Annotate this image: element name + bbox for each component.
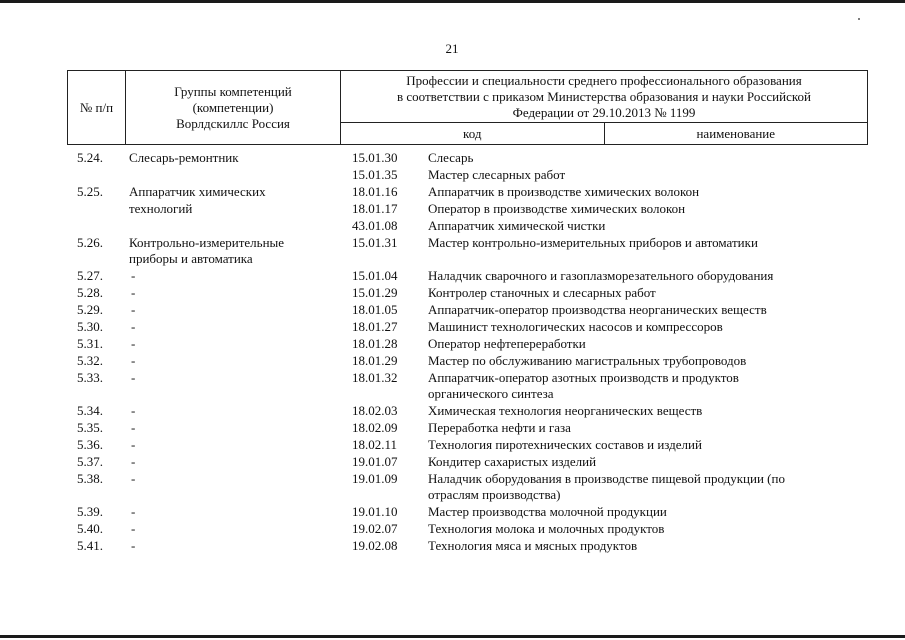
row-name-line: Мастер по обслуживанию магистральных трубопроводов <box>428 353 747 368</box>
row-name <box>428 353 853 369</box>
row-group-line: - <box>131 319 136 334</box>
table-row <box>0 150 905 167</box>
row-code: 19.01.10 <box>352 504 398 519</box>
row-group <box>129 201 334 217</box>
row-name <box>428 336 853 352</box>
row-group-line: Контрольно-измерительные <box>129 235 285 250</box>
row-name-line: Аппаратчик-оператор азотных производств и продуктов <box>428 370 739 385</box>
table-row <box>0 336 905 353</box>
row-group-line: - <box>131 268 136 283</box>
row-group <box>131 420 135 436</box>
row-name-line: Мастер производства молочной продукции <box>428 504 667 519</box>
row-code: 18.01.32 <box>352 370 398 385</box>
row-code: 43.01.08 <box>352 218 398 233</box>
row-name <box>428 184 853 200</box>
row-group <box>131 302 135 318</box>
row-number: 5.25. <box>77 184 103 199</box>
row-name <box>428 420 853 436</box>
row-name-line: Аппаратчик-оператор производства неорганических веществ <box>428 302 767 317</box>
row-group-line: - <box>131 471 136 486</box>
row-number: 5.32. <box>77 353 103 368</box>
row-name <box>428 150 853 166</box>
row-group-line: - <box>131 504 136 519</box>
row-name-line: органического синтеза <box>428 386 554 401</box>
header-professions <box>341 71 868 123</box>
row-group <box>131 471 135 487</box>
row-group-line: - <box>131 521 136 536</box>
row-code: 15.01.29 <box>352 285 398 300</box>
row-group <box>131 268 135 284</box>
row-number: 5.26. <box>77 235 103 250</box>
row-name-line: Оператор в производстве химических волокон <box>428 201 686 216</box>
row-name <box>428 285 853 301</box>
row-group <box>131 353 135 369</box>
row-group <box>131 319 135 335</box>
table-row <box>0 370 905 403</box>
row-name <box>428 521 853 537</box>
row-number: 5.35. <box>77 420 103 435</box>
table-row <box>0 437 905 454</box>
row-number: 5.27. <box>77 268 103 283</box>
row-code: 18.01.05 <box>352 302 398 317</box>
row-name <box>428 437 853 453</box>
row-group-line: - <box>131 285 136 300</box>
row-code: 19.02.07 <box>352 521 398 536</box>
row-number: 5.39. <box>77 504 103 519</box>
row-name <box>428 218 853 234</box>
table-row <box>0 218 905 235</box>
bottom-rule <box>0 635 905 638</box>
row-name-line: Оператор нефтепереработки <box>428 336 586 351</box>
row-code: 18.01.27 <box>352 319 398 334</box>
header-name: наименование <box>604 123 868 145</box>
row-group-line: Аппаратчик химических <box>129 184 266 199</box>
table-row <box>0 403 905 420</box>
page-number: 21 <box>445 41 459 56</box>
row-group <box>131 538 135 554</box>
table-row <box>0 184 905 201</box>
header-groups-line: Группы компетенций <box>174 83 292 99</box>
row-group <box>131 504 135 520</box>
row-name <box>428 370 853 402</box>
row-name-line: Технология молока и молочных продуктов <box>428 521 665 536</box>
row-code: 18.01.29 <box>352 353 398 368</box>
row-name-line: Технология пиротехнических составов и изделий <box>428 437 702 452</box>
row-group-line: - <box>131 403 136 418</box>
table-row <box>0 353 905 370</box>
row-number: 5.30. <box>77 319 103 334</box>
row-name-line: Мастер слесарных работ <box>428 167 566 182</box>
row-name-line: Наладчик сварочного и газоплазморезательного оборудования <box>428 268 774 283</box>
row-group-line: приборы и автоматика <box>129 251 253 266</box>
row-group <box>129 184 334 200</box>
row-name <box>428 302 853 318</box>
table-row <box>0 454 905 471</box>
row-code: 15.01.31 <box>352 235 398 250</box>
table-header <box>67 70 868 145</box>
header-professions-line: Федерации от 29.10.2013 № 1199 <box>512 104 696 120</box>
row-group-line: - <box>131 454 136 469</box>
row-group-line: - <box>131 370 136 385</box>
row-number: 5.37. <box>77 454 103 469</box>
row-name <box>428 471 853 503</box>
header-groups-line: Ворлдскиллс Россия <box>176 115 290 131</box>
row-number: 5.40. <box>77 521 103 536</box>
row-name-line: Машинист технологических насосов и компрессоров <box>428 319 723 334</box>
row-group-line: технологий <box>129 201 193 216</box>
row-code: 15.01.30 <box>352 150 398 165</box>
row-group <box>131 521 135 537</box>
row-name-line: Контролер станочных и слесарных работ <box>428 285 656 300</box>
row-code: 15.01.04 <box>352 268 398 283</box>
table-row <box>0 319 905 336</box>
top-rule <box>0 0 905 3</box>
row-name-line: Наладчик оборудования в производстве пищевой продукции (по <box>428 471 785 486</box>
row-code: 18.02.03 <box>352 403 398 418</box>
row-number: 5.33. <box>77 370 103 385</box>
row-group <box>131 454 135 470</box>
row-code: 18.01.16 <box>352 184 398 199</box>
header-groups <box>126 71 341 145</box>
row-number: 5.41. <box>77 538 103 553</box>
row-group-line: Слесарь-ремонтник <box>129 150 239 165</box>
table-row <box>0 235 905 268</box>
table-body <box>0 150 905 555</box>
table-row <box>0 504 905 521</box>
row-name <box>428 268 853 284</box>
row-code: 18.02.09 <box>352 420 398 435</box>
row-name <box>428 167 853 183</box>
header-number: № п/п <box>68 71 126 145</box>
row-name <box>428 201 853 217</box>
row-name-line: Мастер контрольно-измерительных приборов и автоматики <box>428 235 758 250</box>
row-code: 18.01.28 <box>352 336 398 351</box>
row-name <box>428 454 853 470</box>
row-name <box>428 504 853 520</box>
row-name-line: Аппаратчик в производстве химических волокон <box>428 184 700 199</box>
table-row <box>0 420 905 437</box>
row-group <box>131 403 135 419</box>
table-row <box>0 302 905 319</box>
row-group <box>131 370 135 386</box>
header-professions-line: в соответствии с приказом Министерства образования и науки Российской <box>397 88 811 104</box>
table-row <box>0 471 905 504</box>
row-group-line: - <box>131 538 136 553</box>
row-name-line: Аппаратчик химической чистки <box>428 218 606 233</box>
row-code: 19.01.07 <box>352 454 398 469</box>
table-row <box>0 538 905 555</box>
row-group <box>129 235 334 267</box>
table-row <box>0 285 905 302</box>
row-name-line: Химическая технология неорганических веществ <box>428 403 703 418</box>
row-name <box>428 403 853 419</box>
row-number: 5.34. <box>77 403 103 418</box>
row-group <box>129 150 334 166</box>
row-name-line: Слесарь <box>428 150 474 165</box>
row-group <box>131 437 135 453</box>
row-code: 18.01.17 <box>352 201 398 216</box>
row-number: 5.24. <box>77 150 103 165</box>
table-row <box>0 521 905 538</box>
header-groups-line: (компетенции) <box>192 99 274 115</box>
row-code: 18.02.11 <box>352 437 398 452</box>
row-name-line: Переработка нефти и газа <box>428 420 571 435</box>
header-code: код <box>341 123 605 145</box>
table-row <box>0 268 905 285</box>
row-group-line: - <box>131 353 136 368</box>
row-name-line: Кондитер сахаристых изделий <box>428 454 597 469</box>
row-number: 5.36. <box>77 437 103 452</box>
scan-speck <box>858 18 860 20</box>
row-group <box>131 285 135 301</box>
row-code: 19.02.08 <box>352 538 398 553</box>
row-code: 19.01.09 <box>352 471 398 486</box>
row-code: 15.01.35 <box>352 167 398 182</box>
row-number: 5.31. <box>77 336 103 351</box>
header-professions-line: Профессии и специальности среднего профессионального образования <box>406 72 802 88</box>
row-group-line: - <box>131 336 136 351</box>
row-name-line: отраслям производства) <box>428 487 561 502</box>
row-name <box>428 235 853 251</box>
row-number: 5.28. <box>77 285 103 300</box>
row-number: 5.29. <box>77 302 103 317</box>
row-group-line: - <box>131 437 136 452</box>
row-name <box>428 319 853 335</box>
table-row <box>0 167 905 184</box>
row-name <box>428 538 853 554</box>
row-group-line: - <box>131 420 136 435</box>
table-row <box>0 201 905 218</box>
row-group-line: - <box>131 302 136 317</box>
row-name-line: Технология мяса и мясных продуктов <box>428 538 638 553</box>
row-group <box>131 336 135 352</box>
row-number: 5.38. <box>77 471 103 486</box>
